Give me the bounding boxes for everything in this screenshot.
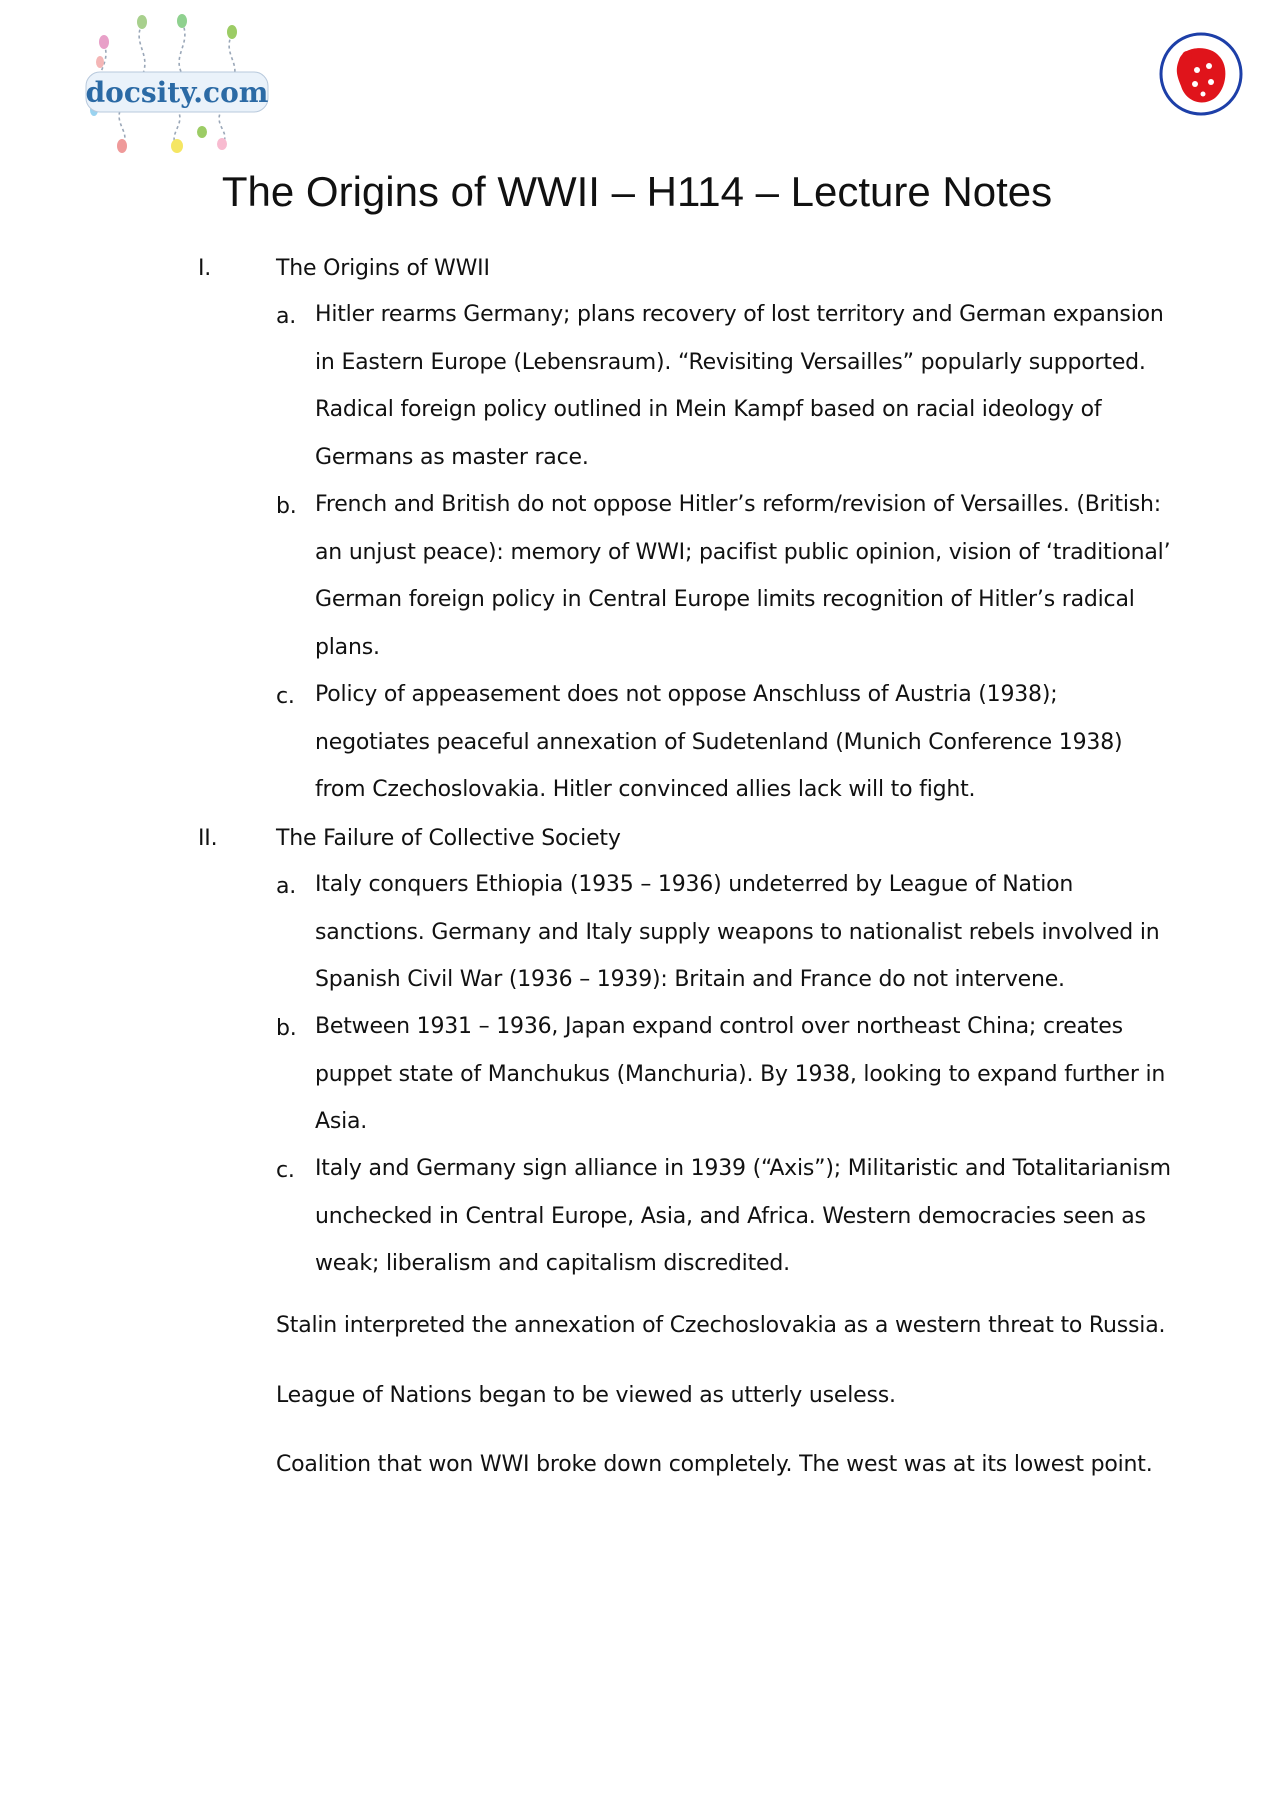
item-text: Hitler rearms Germany; plans recovery of lost territory and German expansion in Eastern Europe (Lebensraum). “Revisiting Versailles” popularly supported. Radical foreign policy outlined in Mein Kampf based on racial ideology of Germans as master race.	[315, 302, 1164, 470]
item-marker: c.	[276, 1158, 295, 1183]
logo-text: docsity.com	[85, 76, 269, 109]
section-title: The Failure of Collective Society	[276, 826, 621, 851]
page-title-text: The Origins of WWII – H114 – Lecture Notes	[221, 168, 1053, 215]
item-marker: a.	[276, 874, 297, 899]
closing-paragraph: League of Nations began to be viewed as utterly useless.	[276, 1383, 896, 1408]
section-numeral: I.	[198, 256, 212, 281]
docsity-logo[interactable]	[82, 14, 272, 154]
ladybug-badge-icon	[1157, 30, 1245, 118]
outline-section-2	[0, 816, 1280, 864]
item-text: French and British do not oppose Hitler’s reform/revision of Versailles. (British: an unjust peace): memory of WWI; pacifist public opinion, vision of ‘traditional’ German foreign policy in Central Europe limits recognition of Hitler’s radical plans.	[315, 492, 1171, 660]
item-text: Between 1931 – 1936, Japan expand control over northeast China; creates puppet state of Manchukus (Manchuria). By 1938, looking to expand further in Asia.	[315, 1014, 1166, 1134]
item-text: Policy of appeasement does not oppose Anschluss of Austria (1938); negotiates peaceful annexation of Sudetenland (Munich Conference 1938) from Czechoslovakia. Hitler convinced allies lack will to fight.	[315, 682, 1123, 802]
outline-section-1	[0, 246, 1280, 294]
item-marker: b.	[276, 494, 297, 519]
closing-paragraph: Stalin interpreted the annexation of Czechoslovakia as a western threat to Russia.	[276, 1313, 1166, 1338]
item-marker: a.	[276, 304, 297, 329]
section-numeral: II.	[198, 826, 218, 851]
item-marker: b.	[276, 1016, 297, 1041]
section-title: The Origins of WWII	[276, 256, 490, 281]
page-title	[0, 168, 1280, 216]
item-text: Italy conquers Ethiopia (1935 – 1936) undeterred by League of Nation sanctions. Germany and Italy supply weapons to nationalist rebels involved in Spanish Civil War (1936 – 1939): Britain and France do not intervene.	[315, 872, 1160, 992]
item-text: Italy and Germany sign alliance in 1939 (“Axis”); Militaristic and Totalitarianism unchecked in Central Europe, Asia, and Africa. Western democracies seen as weak; liberalism and capitalism discredited.	[315, 1156, 1171, 1276]
item-marker: c.	[276, 684, 295, 709]
closing-paragraph: Coalition that won WWI broke down completely. The west was at its lowest point.	[276, 1452, 1153, 1477]
